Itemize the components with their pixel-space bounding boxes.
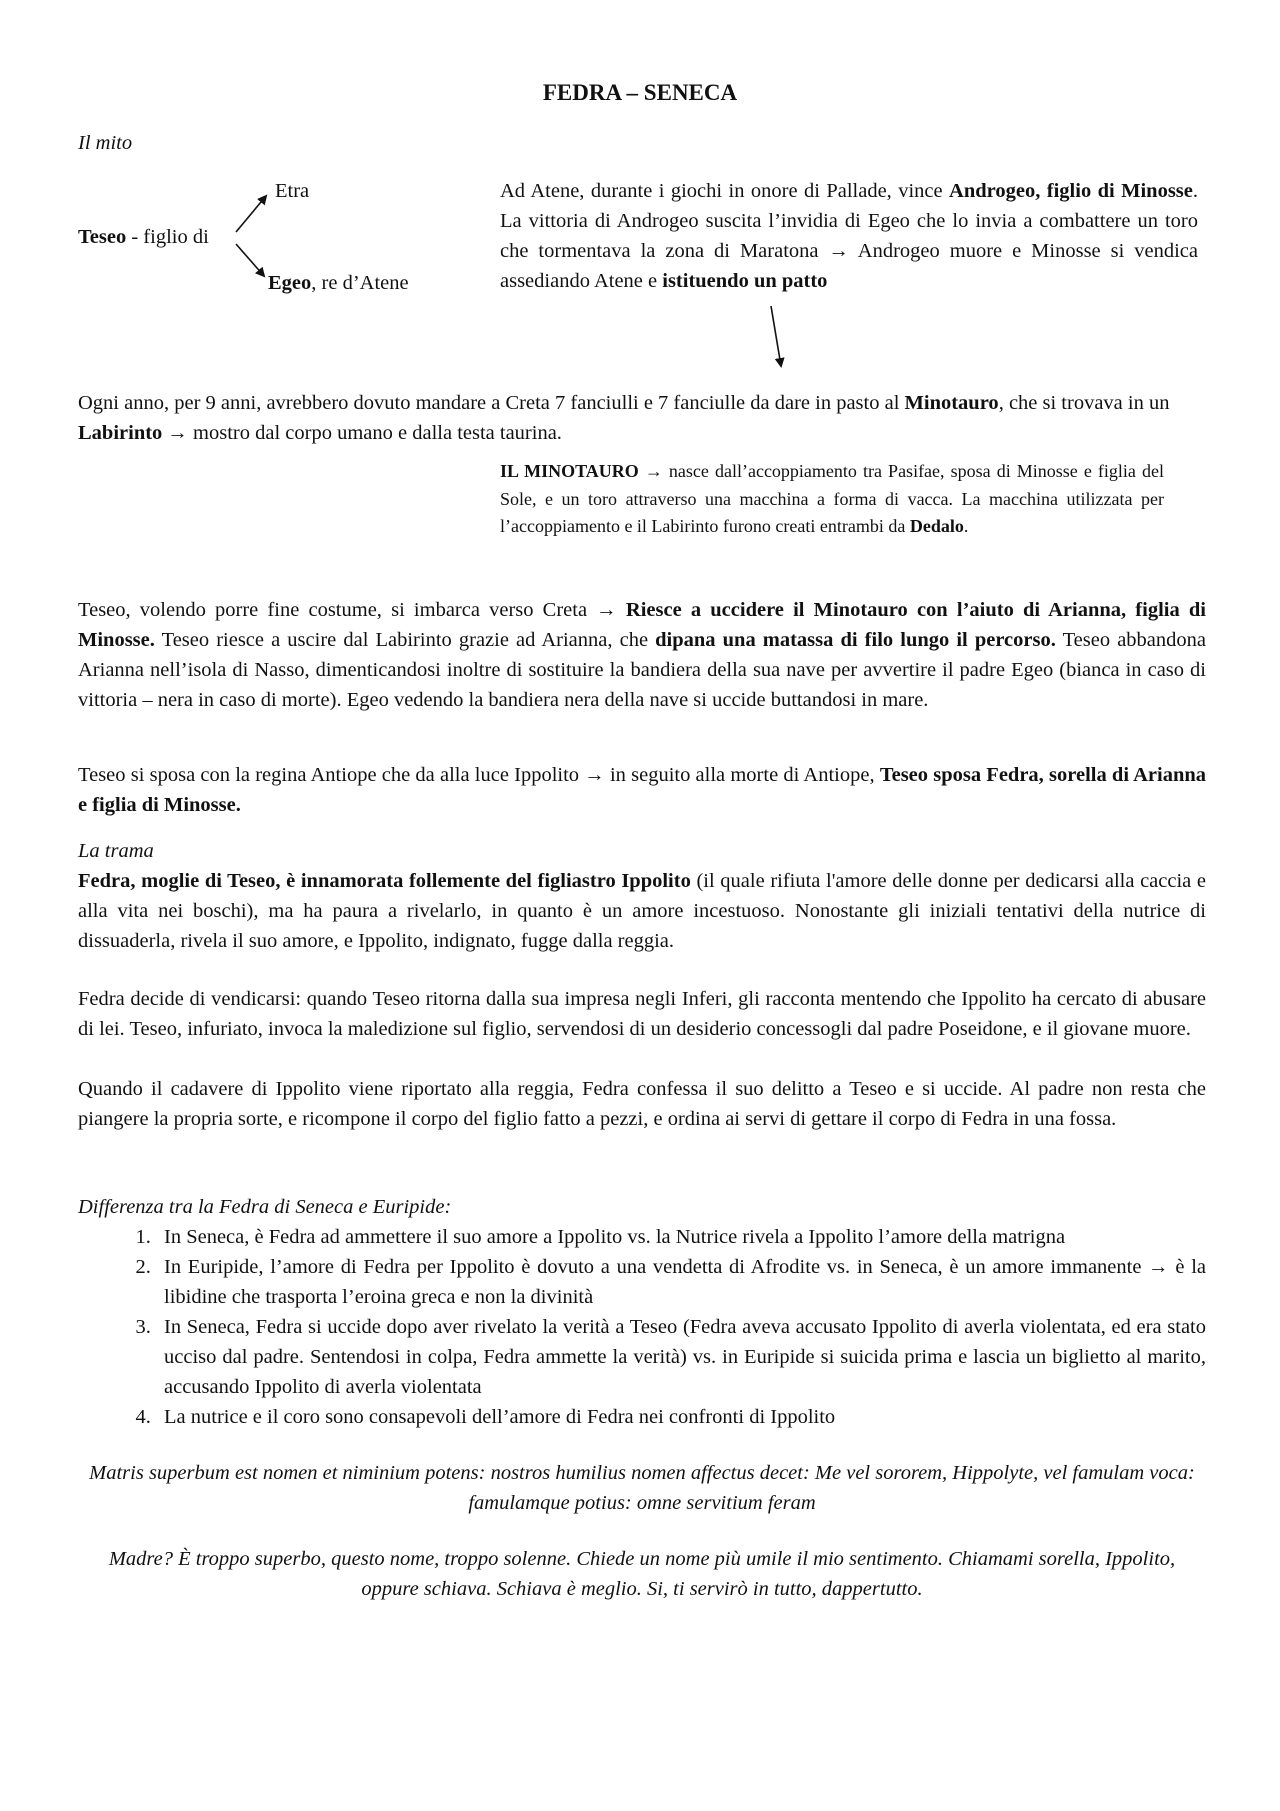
creta-text-2: Teseo riesce a uscire dal Labirinto grazie ad Arianna, che bbox=[154, 629, 656, 651]
creta-text-1: Teseo, volendo porre fine costume, si imbarca verso Creta → bbox=[78, 599, 626, 621]
trama-text-1: (il quale rifiuta l'amore delle donne per dedicarsi alla caccia e alla vita nei boschi), ma ha paura a rivelarlo, in quanto è un amore incestuoso. Nonostante gli iniziali tentativi della nutrice di dissuaderla, rivela il suo amore, e Ippolito, indignato, fugge dalla reggia. bbox=[78, 870, 1206, 952]
difference-item: 3. In Seneca, Fedra si uccide dopo aver rivelato la verità a Teseo (Fedra aveva accusato Ippolito di averla violentata, ed era stato ucciso dal padre. Sentendosi in colpa, Fedra ammette la verità) vs. in Euripide si suicida prima e lascia un biglietto al marito, accusando Ippolito di averla violentata bbox=[156, 1312, 1206, 1402]
trama-bold-1: Fedra, moglie di Teseo, è innamorata follemente del figliastro Ippolito bbox=[78, 870, 691, 892]
section-heading-trama: La trama bbox=[78, 840, 154, 862]
egeo-name: Egeo bbox=[268, 272, 312, 294]
minotauro-box bbox=[500, 458, 1164, 541]
antiope-text-1: Teseo si sposa con la regina Antiope che da alla luce Ippolito → in seguito alla morte di Antiope, bbox=[78, 764, 880, 786]
arrow-to-egeo bbox=[236, 244, 264, 276]
androgeo-text-1: Ad Atene, durante i giochi in onore di Pallade, vince bbox=[500, 180, 950, 202]
teseo-creta-paragraph bbox=[78, 595, 1206, 715]
creta-text-3: Teseo abbandona Arianna nell’isola di Nasso, dimenticandosi inoltre di sostituire la bandiera della sua nave per avvertire il padre Egeo (bianca in caso di vittoria – nera in caso di morte). Egeo vedendo la bandiera nera della nave si uccide buttandosi in mare. bbox=[78, 629, 1206, 711]
androgeo-bold-2: istituendo un patto bbox=[662, 270, 828, 292]
trama-paragraph-3: Quando il cadavere di Ippolito viene riportato alla reggia, Fedra confessa il suo delitto a Teseo e si uccide. Al padre non resta che piangere la propria sorte, e ricompone il corpo del figlio fatto a pezzi, e ordina ai servi di gettare il corpo di Fedra in una fossa. bbox=[78, 1078, 1206, 1130]
minotauro-heading: IL MINOTAURO bbox=[500, 461, 639, 481]
antiope-bold-1: Teseo sposa Fedra, sorella di Arianna e figlia di Minosse. bbox=[78, 764, 1207, 816]
quote-italian: Madre? È troppo superbo, questo nome, troppo solenne. Chiede un nome più umile il mio sentimento. Chiamami sorella, Ippolito, oppure schiava. Schiava è meglio. Si, ti servirò in tutto, dappertutto. bbox=[108, 1548, 1176, 1600]
patto-text-1: Ogni anno, per 9 anni, avrebbero dovuto mandare a Creta 7 fanciulli e 7 fanciulle da dare in pasto al bbox=[78, 392, 905, 414]
diagram-etra: Etra bbox=[275, 180, 310, 202]
patto-paragraph bbox=[78, 388, 1206, 448]
minotauro-dedalo: Dedalo bbox=[909, 516, 964, 536]
creta-bold-1: Riesce a uccidere il Minotauro con l’aiuto di Arianna, figlia di Minosse. bbox=[78, 599, 1206, 651]
differences-list-wrapper bbox=[78, 1222, 1206, 1432]
egeo-role: , re d’Atene bbox=[311, 272, 409, 294]
antiope-paragraph bbox=[78, 760, 1206, 820]
patto-text-3: → mostro dal corpo umano e dalla testa taurina. bbox=[162, 422, 562, 444]
patto-bold-2: Labirinto bbox=[78, 422, 163, 444]
page-title: FEDRA – SENECA bbox=[542, 80, 738, 105]
difference-item: 2. In Euripide, l’amore di Fedra per Ippolito è dovuto a una vendetta di Afrodite vs. in Seneca, è un amore immanente → è la libidine che trasporta l’eroina greca e non la divinità bbox=[156, 1252, 1206, 1312]
teseo-name: Teseo bbox=[78, 226, 127, 248]
quote-latin: Matris superbum est nomen et niminium potens: nostros humilius nomen affectus decet: Me vel sororem, Hippolyte, vel famulam voca: famulamque potius: omne servitium feram bbox=[89, 1462, 1195, 1514]
differences-list bbox=[78, 1222, 1206, 1432]
patto-bold-1: Minotauro bbox=[904, 392, 999, 414]
difference-item: 4. La nutrice e il coro sono consapevoli dell’amore di Fedra nei confronti di Ippolito bbox=[156, 1402, 1206, 1432]
minotauro-text-2: . bbox=[963, 516, 969, 536]
androgeo-paragraph bbox=[500, 176, 1198, 296]
difference-item: 1. In Seneca, è Fedra ad ammettere il suo amore a Ippolito vs. la Nutrice rivela a Ippolito l’amore della matrigna bbox=[156, 1222, 1206, 1252]
arrow-to-etra bbox=[236, 196, 266, 232]
creta-bold-2: dipana una matassa di filo lungo il percorso. bbox=[655, 629, 1056, 651]
section-heading-mito: Il mito bbox=[78, 132, 133, 154]
minotauro-text-1: → nasce dall’accoppiamento tra Pasifae, sposa di Minosse e figlia del Sole, e un toro attraverso una macchina a forma di vacca. La macchina utilizzata per l’accoppiamento e il Labirinto furono creati entrambi da bbox=[500, 461, 1164, 536]
androgeo-bold-1: Androgeo, figlio di Minosse bbox=[949, 180, 1193, 202]
androgeo-text-2: . La vittoria di Androgeo suscita l’invidia di Egeo che lo invia a combattere un toro che tormentava la zona di Maratona → Androgeo muore e Minosse si vendica assediando Atene e bbox=[500, 180, 1199, 292]
patto-text-2: , che si trovava in un bbox=[998, 392, 1170, 414]
section-heading-differenze: Differenza tra la Fedra di Seneca e Euripide: bbox=[78, 1196, 452, 1218]
trama-paragraph-2: Fedra decide di vendicarsi: quando Teseo ritorna dalla sua impresa negli Inferi, gli racconta mentendo che Ippolito ha cercato di abusare di lei. Teseo, infuriato, invoca la maledizione sul figlio, servendosi di un desiderio concessogli dal padre Poseidone, e il giovane muore. bbox=[78, 988, 1206, 1040]
trama-paragraph-1 bbox=[78, 866, 1206, 956]
figlio-di-label: - figlio di bbox=[126, 226, 209, 248]
arrow-to-patto bbox=[771, 306, 781, 366]
